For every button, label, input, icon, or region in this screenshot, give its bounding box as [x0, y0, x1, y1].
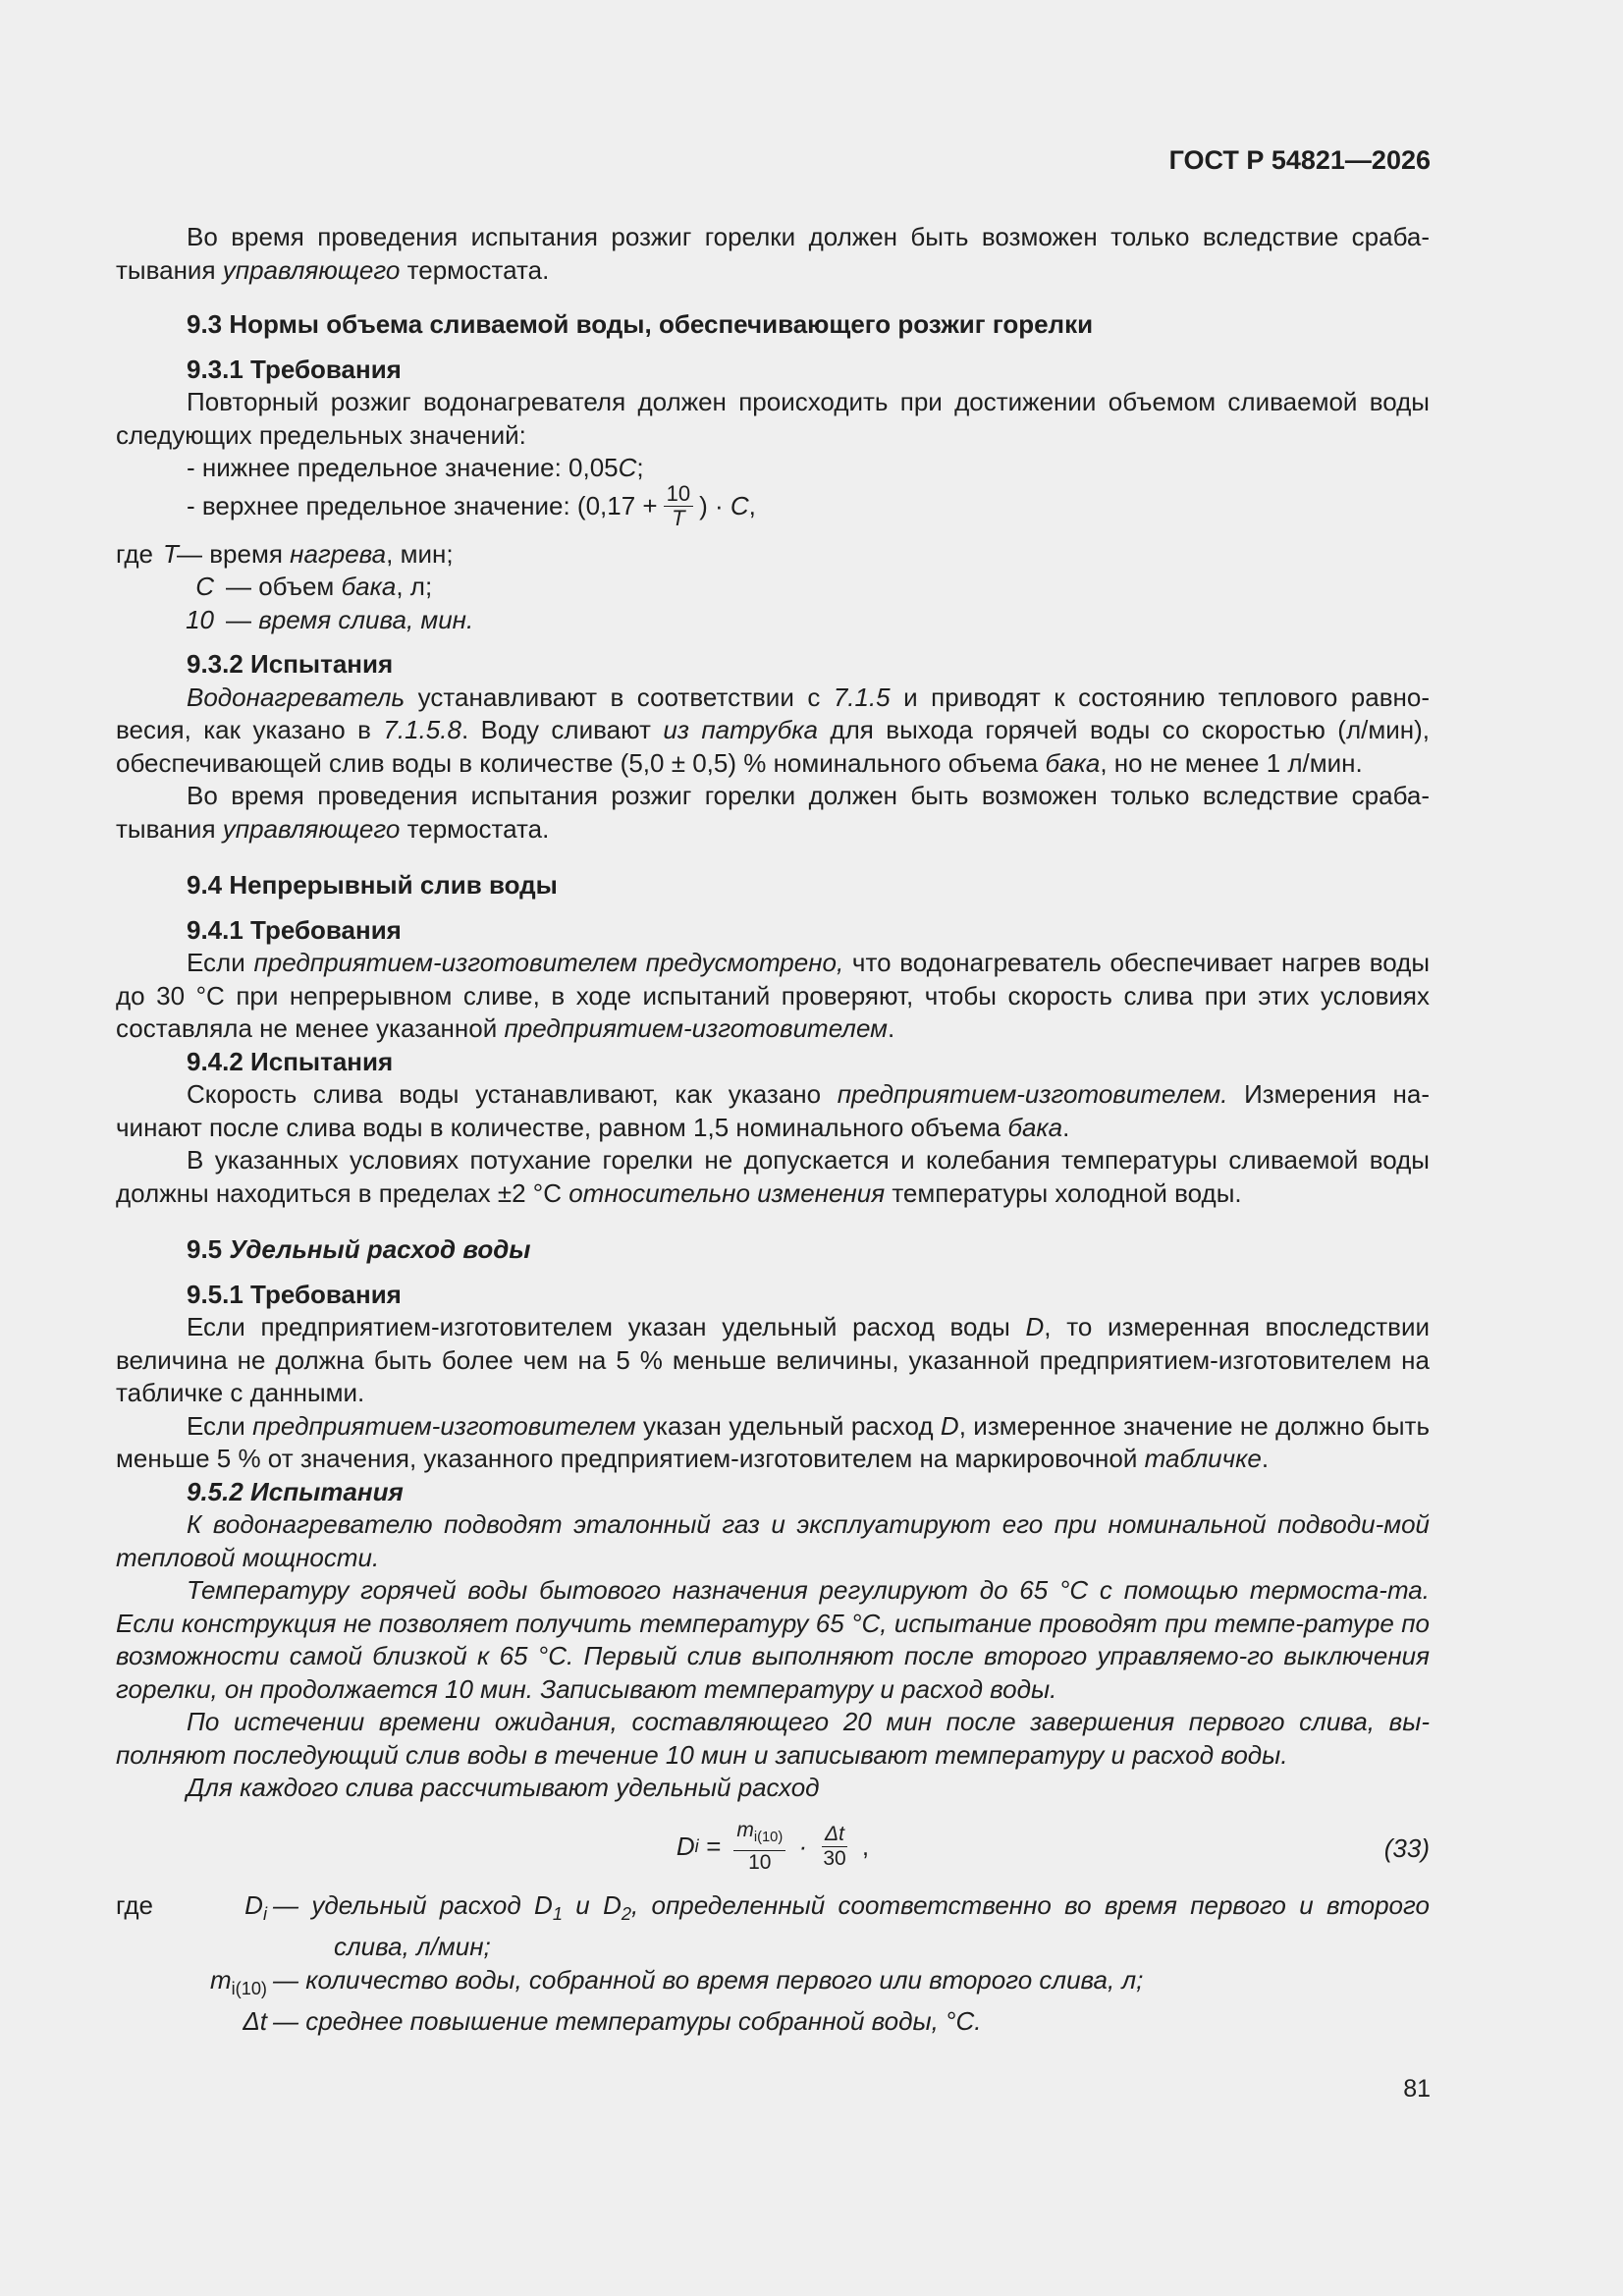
list-item-upper-limit: - верхнее предельное значение: (0,17 + $\frac{10}{T}$ ) · C , [187, 481, 756, 530]
list-item-lower-limit: - нижнее предельное значение: 0,05C; [187, 453, 644, 482]
subsection-heading-9-4-2: 9.4.2 Испытания [187, 1046, 394, 1076]
paragraph-9-3-1: Повторный розжиг водонагревателя должен происходить при достижении объемом сливаемой воды следующих предельных значений: [116, 387, 1430, 450]
section-heading-9-4: 9.4 Непрерывный слив воды [187, 870, 558, 900]
paragraph-9-3-2-a: Водонагреватель устанавливают в соответствии с 7.1.5 и приводят к состоянию теплового равно-весия, как указано в 7.1.5.8. Воду сливают из патрубка для выхода горячей воды со скоростью (л/мин), обеспечивающей слив воды в количестве (5,0 ± 0,5) % номинального объема бака, но не менее 1 л/мин. [116, 682, 1430, 778]
symbol-legend-9-3: где T — время нагрева, мин; C — объем бака, л; 10 — время слива, мин. [116, 538, 474, 634]
subsection-heading-9-5-2: 9.5.2 Испытания [187, 1476, 404, 1506]
paragraph-9-5-1-a: Если предприятием-изготовителем указан удельный расход воды D, то измеренная впоследствии величина не должна быть более чем на 5 % меньше величины, указанной предприятием-изготовителем на табличке с данными. [116, 1312, 1430, 1407]
section-heading-9-3: 9.3 Нормы объема сливаемой воды, обеспечивающего розжиг горелки [187, 309, 1094, 339]
page-content [116, 221, 1430, 2039]
page-number: 81 [1403, 2075, 1431, 2103]
document-header: ГОСТ Р 54821—2026 [1168, 145, 1431, 175]
fraction-mass-over-10: $\frac{m_{i(10)}}{10}$ [733, 1819, 785, 1874]
fraction-10-over-t: $\frac{10}{T}$ [664, 482, 693, 530]
paragraph-9-5-2-a: К водонагревателю подводят эталонный газ и эксплуатируют его при номинальной подводи-мой тепловой мощности. [116, 1509, 1430, 1572]
paragraph-9-5-1-b: Если предприятием-изготовителем указан удельный расход D, измеренное значение не должно быть меньше 5 % от значения, указанного предприятием-изготовителем на маркировочной табличке. [116, 1410, 1430, 1473]
paragraph-9-4-2-a: Скорость слива воды устанавливают, как указано предприятием-изготовителем. Измерения на-чинают после слива воды в количестве, равном 1,5 номинального объема бака. [116, 1079, 1431, 1142]
subsection-heading-9-3-1: 9.3.1 Требования [187, 354, 402, 384]
paragraph-9-5-2-d: Для каждого слива рассчитывают удельный расход [187, 1773, 820, 1802]
symbol-legend-9-5: где $D_i$ — удельный расход $D_1$ и $D_2$, определенный соответственно во время первого и второго слива, л/мин; $m_{i(10)}$ — количество воды, собранной во время первого или второго слива, л; Δt — среднее повышение температуры собранной воды, °С. [116, 1889, 1430, 2037]
paragraph-9-4-1: Если предприятием-изготовителем предусмотрено, что водонагреватель обеспечивает нагрев воды до 30 °С при непрерывном сливе, в ходе испытаний проверяют, чтобы скорость слива при этих условиях составляла не менее указанной предприятием-изготовителем. [116, 948, 1431, 1043]
formula-33: D i = $\frac{m_{i(10)}}{10}$ · $\frac{\Delta t}{30}$ , (33) [676, 1819, 1430, 1874]
subsection-heading-9-3-2: 9.3.2 Испытания [187, 649, 394, 679]
section-heading-9-5: 9.5 Удельный расход воды [187, 1234, 531, 1264]
subsection-heading-9-5-1: 9.5.1 Требования [187, 1279, 402, 1309]
paragraph-9-3-2-b: Во время проведения испытания розжиг горелки должен быть возможен только вследствие сраба-тывания управляющего термостата. [116, 781, 1430, 844]
paragraph-9-5-2-b: Температуру горячей воды бытового назначения регулируют до 65 °С с помощью термоста-та. Если конструкция не позволяет получить температуру 65 °С, испытание проводят при темпе-ратуре по возможности самой близкой к 65 °С. Первый слив выполняют после второго управляемо-го выключения горелки, он продолжается 10 мин. Записывают температуру и расход воды. [116, 1575, 1430, 1704]
subsection-heading-9-4-1: 9.4.1 Требования [187, 914, 402, 945]
fraction-delta-t-over-30: $\frac{\Delta t}{30}$ [823, 1823, 846, 1870]
equation-number: (33) [1383, 1832, 1430, 1863]
paragraph-9-4-2-b: В указанных условиях потухание горелки не допускается и колебания температуры сливаемой воды должны находиться в пределах ±2 °С относительно изменения температуры холодной воды. [116, 1145, 1430, 1208]
paragraph-9-5-2-c: По истечении времени ожидания, составляющего 20 мин после завершения первого слива, вы-полняют последующий слив воды в течение 10 мин и записывают температуру и расход воды. [116, 1707, 1430, 1770]
intro-paragraph: Во время проведения испытания розжиг горелки должен быть возможен только вследствие сраба-тывания управляющего термостата. [116, 222, 1430, 285]
